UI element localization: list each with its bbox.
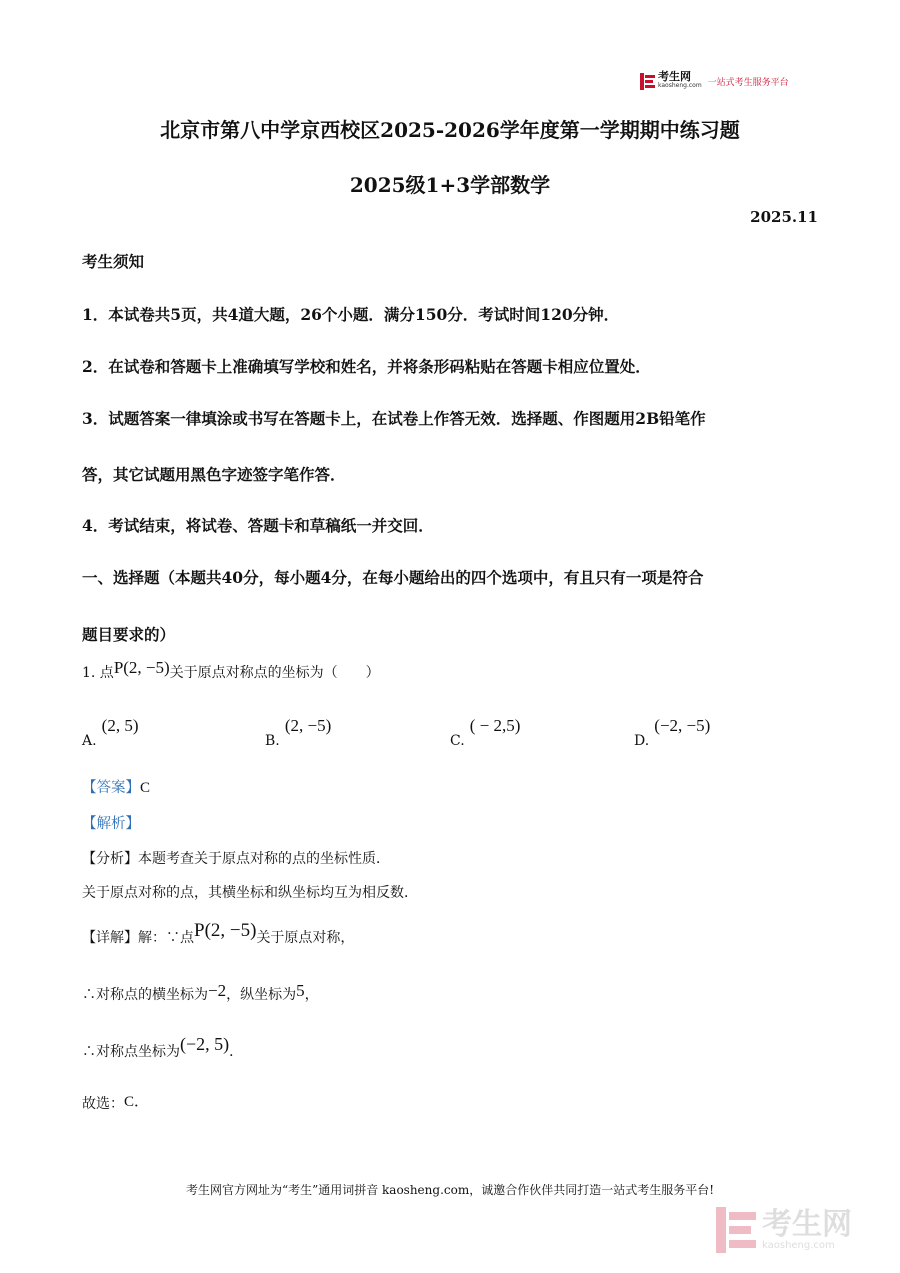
logo-url: kaosheng.com: [658, 82, 702, 89]
section-heading: 一、选择题（本题共40分，每小题4分，在每小题给出的四个选项中，有且只有一项是符合: [82, 568, 704, 587]
option-c: [450, 716, 521, 749]
option-d: [634, 716, 711, 749]
detail-line: [82, 920, 355, 948]
option-a-value: (2, 5): [101, 716, 139, 735]
notice-item-2: 2．在试卷和答题卡上准确填写学校和姓名，并将条形码粘贴在答题卡相应位置处．: [82, 357, 651, 376]
option-d-label: D.: [634, 733, 650, 749]
step2-coord: (−2, 5): [180, 1034, 230, 1054]
question-1-suffix: 关于原点对称点的坐标为（ ）: [169, 665, 380, 681]
exam-title: 北京市第八中学京西校区2025-2026学年度第一学期期中练习题: [160, 118, 740, 142]
watermark-logo-icon: [716, 1207, 756, 1253]
step1-prefix: ∴对称点的横坐标为: [82, 987, 208, 1003]
section-heading-cont: 题目要求的）: [82, 625, 176, 644]
rule-line: 关于原点对称的点，其横坐标和纵坐标均互为相反数．: [82, 885, 418, 901]
detail-point: P(2, −5): [194, 920, 257, 941]
kaosheng-logo-icon: [640, 73, 655, 90]
watermark-name: 考生网: [762, 1206, 852, 1242]
question-1-prefix: 1. 点: [82, 665, 114, 681]
choose-prefix: 故选：: [82, 1096, 124, 1112]
watermark-url: kaosheng.com: [762, 1239, 835, 1251]
step1-x: −2: [208, 981, 227, 1000]
option-a-label: A.: [82, 733, 97, 749]
notice-item-3: 3．试题答案一律填涂或书写在答题卡上，在试卷上作答无效．选择题、作图题用2B铅笔作: [82, 409, 706, 428]
answer-line: [82, 776, 150, 797]
step2-prefix: ∴对称点坐标为: [82, 1044, 180, 1060]
notice-item-3-cont: 答，其它试题用黑色字迹签字笔作答．: [82, 465, 346, 484]
notice-item-4: 4．考试结束，将试卷、答题卡和草稿纸一并交回．: [82, 516, 434, 535]
detail-prefix: 解：∵点: [138, 930, 194, 946]
watermark: [716, 1207, 852, 1253]
header-logo: [640, 72, 789, 90]
choose-line: [82, 1092, 149, 1113]
question-1-stem: [82, 658, 380, 682]
step2-line: [82, 1034, 244, 1061]
analysis-heading: [82, 812, 140, 833]
logo-slogan: 一站式考生服务平台: [707, 77, 789, 88]
footer-text: 考生网官方网址为“考生”通用词拼音 kaosheng.com，诚邀合作伙伴共同打造一站式考生服务平台!: [185, 1183, 715, 1197]
answer-value: C: [140, 780, 151, 796]
analysis-tag: 【解析】: [82, 816, 140, 832]
choose-value: C．: [124, 1094, 150, 1110]
step1-end: ，: [304, 987, 319, 1003]
notice-heading: 考生须知: [82, 252, 145, 271]
option-b-label: B.: [265, 733, 280, 749]
notice-item-1: 1．本试卷共5页，共4道大题，26个小题．满分150分．考试时间120分钟．: [82, 305, 620, 324]
question-1-point: P(2, −5): [113, 658, 170, 677]
option-c-label: C.: [450, 733, 465, 749]
detail-suffix: 关于原点对称，: [256, 930, 355, 946]
option-d-value: (−2, −5): [654, 716, 711, 735]
exam-date: 2025.11: [750, 208, 818, 226]
step1-mid: ，纵坐标为: [226, 987, 297, 1003]
step2-end: ．: [229, 1044, 244, 1060]
option-b: [265, 716, 332, 749]
option-c-value: ( − 2,5): [469, 716, 521, 735]
option-b-value: (2, −5): [284, 716, 332, 735]
logo-name: 考生网: [658, 70, 691, 83]
step1-line: [82, 981, 319, 1004]
fenxi-tag: 【分析】: [82, 851, 138, 867]
detail-tag: 【详解】: [82, 930, 138, 946]
step1-y: 5: [296, 981, 305, 1000]
fenxi-text: 本题考查关于原点对称的点的坐标性质．: [138, 851, 390, 867]
option-a: [82, 716, 139, 749]
exam-subtitle: 2025级1+3学部数学: [349, 173, 551, 197]
answer-tag: 【答案】: [82, 780, 140, 796]
fenxi-line: [82, 848, 390, 868]
